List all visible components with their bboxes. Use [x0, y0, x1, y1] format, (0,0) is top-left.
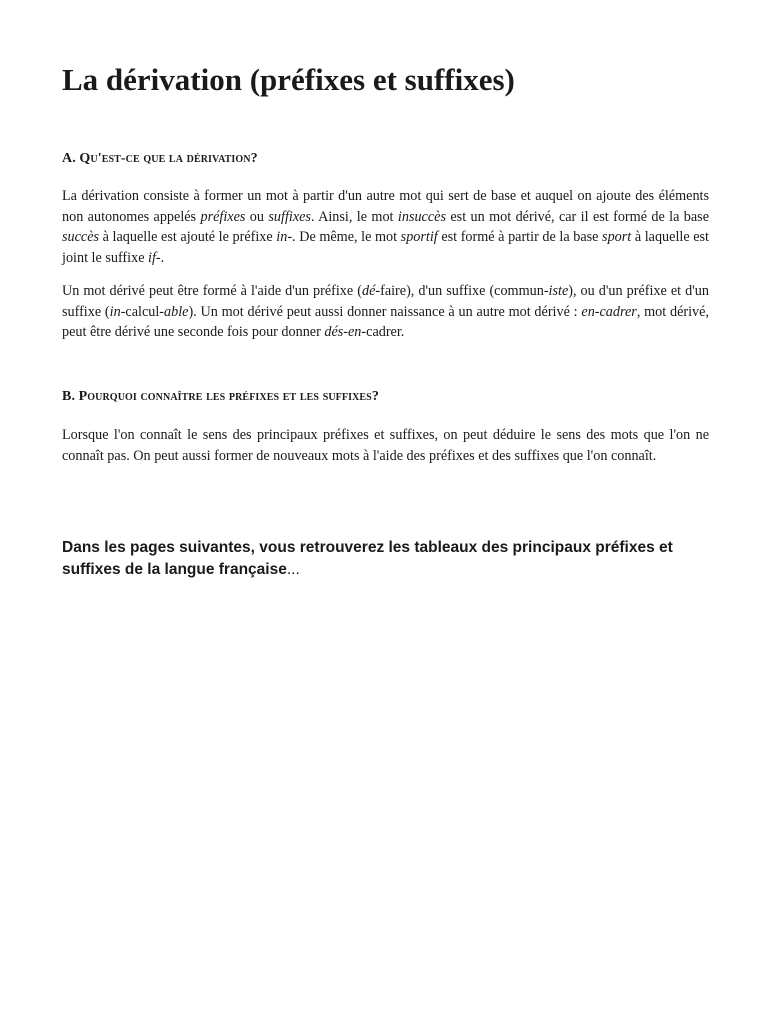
text-run: à laquelle est ajouté le préfixe	[99, 229, 277, 245]
closing-note-ellipsis: ...	[286, 561, 300, 578]
emphasis-term: in-	[276, 229, 293, 245]
text-run: , mot dérivé, peut être dérivé une seconde fois pour donner	[62, 303, 709, 340]
emphasis-term: sportif	[400, 229, 438, 245]
emphasis-term: sport	[602, 229, 632, 245]
text-run: ), ou d'un préfixe et d'un suffixe (	[62, 283, 709, 320]
emphasis-term: able	[164, 303, 189, 320]
text-run: à laquelle est joint le suffixe	[62, 229, 709, 266]
text-run: ou	[245, 208, 269, 225]
emphasis-term: insuccès	[397, 208, 446, 225]
closing-note	[62, 537, 722, 581]
text-run: faire), d'un suffixe (commun-	[380, 283, 549, 299]
text-run: La dérivation consiste à former un mot à partir d'un autre mot qui sert de base et auquel on ajoute des éléments non autonomes appelés	[62, 188, 709, 225]
section-a-paragraph-2	[62, 281, 709, 343]
text-run: calcul-	[125, 303, 165, 320]
section-a-paragraph-1	[62, 186, 709, 268]
emphasis-term: dé-	[361, 283, 381, 299]
section-b-heading: B. Pourquoi connaître les préfixes et les suffixes?	[62, 389, 379, 404]
emphasis-term: if-	[148, 249, 161, 266]
closing-note-text: Dans les pages suivantes, vous retrouverez les tableaux des principaux préfixes et suffixes de la langue française	[62, 539, 673, 578]
text-run: ). Un mot dérivé peut aussi donner naissance à un autre mot dérivé :	[188, 303, 582, 320]
text-run: .	[160, 249, 165, 266]
emphasis-term: dés-en-	[324, 324, 367, 340]
emphasis-term: suffixes	[268, 208, 311, 225]
emphasis-term: en-cadrer	[581, 303, 637, 320]
text-run: . De même, le mot	[292, 229, 401, 245]
text-run: . Ainsi, le mot	[310, 208, 398, 225]
text-run: est un mot dérivé, car il est formé de la base	[445, 208, 710, 225]
emphasis-term: in-	[109, 303, 126, 320]
emphasis-term: succès	[62, 229, 100, 245]
emphasis-term: iste	[548, 283, 569, 299]
section-a-heading: A. Qu'est-ce que la dérivation?	[62, 151, 258, 166]
text-run: Un mot dérivé peut être formé à l'aide d'un préfixe (	[62, 283, 362, 299]
emphasis-term: préfixes	[200, 208, 246, 225]
section-b-paragraph-1: Lorsque l'on connaît le sens des principaux préfixes et suffixes, on peut déduire le sens des mots que l'on ne connaît pas. On peut aussi former de nouveaux mots à l'aide des préfixes et des suffixes que l'on connaît.	[62, 427, 709, 464]
page-title: La dérivation (préfixes et suffixes)	[62, 62, 515, 97]
text-run: cadrer.	[366, 324, 405, 340]
text-run: est formé à partir de la base	[437, 229, 603, 245]
